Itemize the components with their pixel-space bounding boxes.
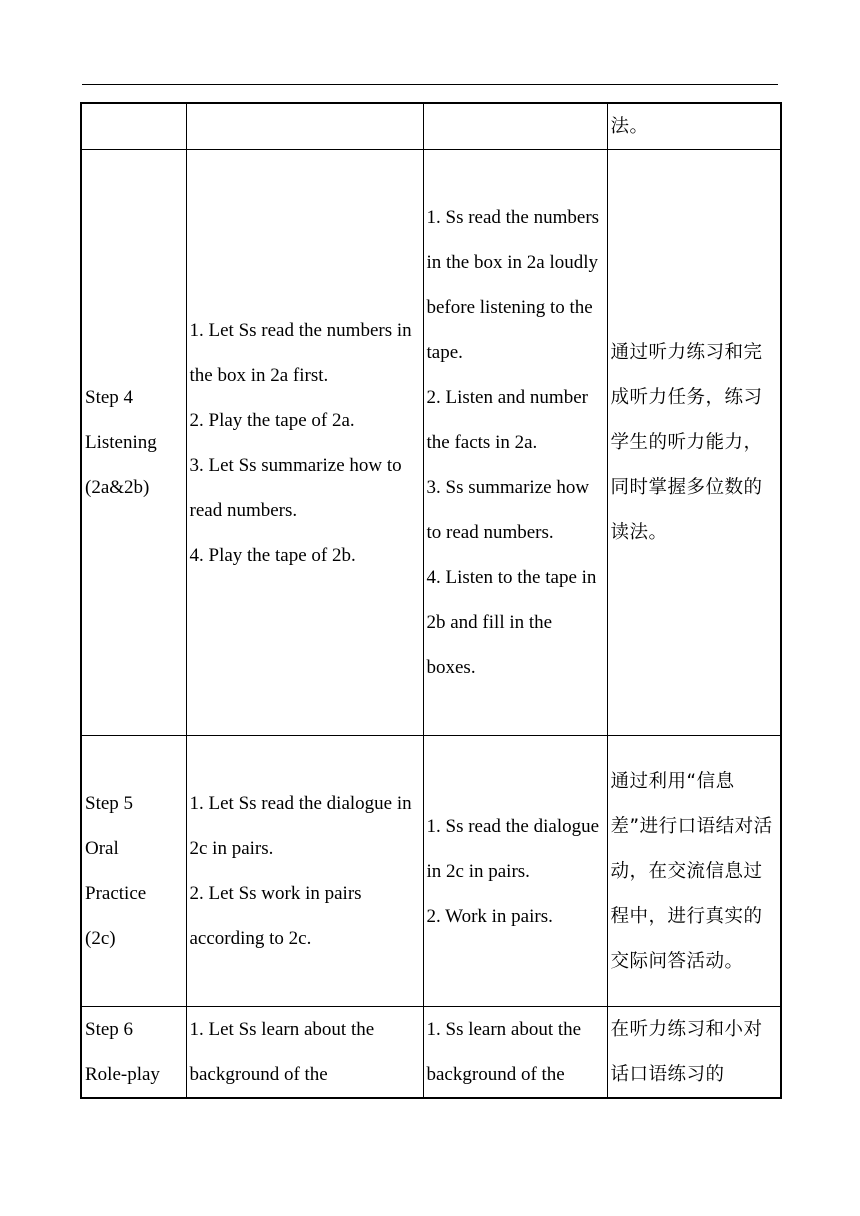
step-label: Step 5 xyxy=(85,793,134,814)
step-cell xyxy=(81,150,186,736)
header-rule xyxy=(82,84,778,85)
design-aim-cell xyxy=(607,1007,781,1099)
step-label: Role-play xyxy=(85,1064,160,1085)
aim-text: 通过听力练习和完成听力任务，练习学生的听力能力，同时掌握多位数的读法。 xyxy=(610,342,763,543)
student-item: 1. Ss learn about the background of the xyxy=(426,1019,582,1085)
step-label: (2c) xyxy=(85,928,116,949)
student-item: 1. Ss read the dialogue in 2c in pairs. xyxy=(426,815,600,882)
student-activity-cell xyxy=(423,1007,607,1099)
student-activity-cell xyxy=(423,103,607,150)
step-cell xyxy=(81,1007,186,1099)
table-row xyxy=(81,1007,781,1099)
table-row xyxy=(81,736,781,1007)
step-label: (2a&2b) xyxy=(85,477,150,498)
step-cell xyxy=(81,736,186,1007)
aim-text: 法。 xyxy=(610,116,649,137)
teacher-item: 1. Let Ss learn about the background of the xyxy=(189,1019,375,1085)
teacher-activity-cell xyxy=(186,103,423,150)
step-label: Step 6 xyxy=(85,1019,134,1040)
teacher-activity-cell xyxy=(186,150,423,736)
teacher-activity-cell xyxy=(186,1007,423,1099)
aim-text: 在听力练习和小对话口语练习的 xyxy=(610,1019,763,1085)
student-item: 2. Listen and number the facts in 2a. xyxy=(426,387,588,453)
step-label: Listening xyxy=(85,432,157,453)
student-item: 4. Listen to the tape in 2b and fill in the boxes. xyxy=(426,567,597,678)
aim-text: 通过利用“信息差”进行口语结对活动，在交流信息过程中，进行真实的交际问答活动。 xyxy=(610,770,773,972)
teacher-item: 1. Let Ss read the dialogue in 2c in pairs. xyxy=(189,793,412,859)
teacher-item: 2. Let Ss work in pairs according to 2c. xyxy=(189,883,362,949)
lesson-plan-table xyxy=(80,102,782,1099)
student-item: 1. Ss read the numbers in the box in 2a loudly before listening to the tape. xyxy=(426,207,600,363)
design-aim-cell xyxy=(607,736,781,1007)
student-activity-cell xyxy=(423,736,607,1007)
design-aim-cell xyxy=(607,103,781,150)
student-item: 2. Work in pairs. xyxy=(426,905,553,927)
table-row xyxy=(81,103,781,150)
step-label: Step 4 xyxy=(85,387,134,408)
table-row xyxy=(81,150,781,736)
student-item: 3. Ss summarize how to read numbers. xyxy=(426,477,590,543)
teacher-activity-cell xyxy=(186,736,423,1007)
design-aim-cell xyxy=(607,150,781,736)
teacher-item: 4. Play the tape of 2b. xyxy=(189,544,356,566)
step-label: Practice xyxy=(85,883,147,904)
teacher-item: 3. Let Ss summarize how to read numbers. xyxy=(189,454,402,521)
step-cell xyxy=(81,103,186,150)
teacher-item: 2. Play the tape of 2a. xyxy=(189,409,355,431)
student-activity-cell xyxy=(423,150,607,736)
step-label: Oral xyxy=(85,838,119,859)
teacher-item: 1. Let Ss read the numbers in the box in 2a first. xyxy=(189,319,412,386)
